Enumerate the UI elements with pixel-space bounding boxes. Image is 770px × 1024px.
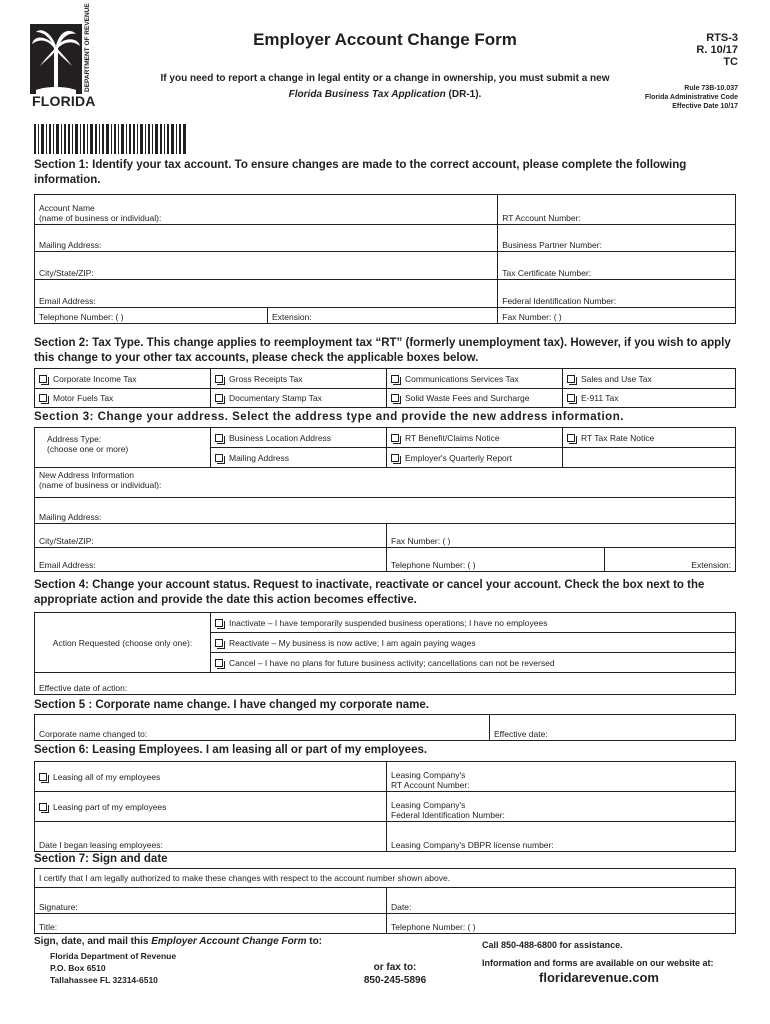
section3-heading: Section 3: Change your address. Select the address type and provide the new address information. — [34, 411, 624, 423]
city-state-zip-field[interactable]: City/State/ZIP: — [35, 252, 498, 280]
certification-text: I certify that I am legally authorized to make these changes with respect to the account number shown above. — [35, 869, 736, 888]
section4-heading: Section 4: Change your account status. Request to inactivate, reactivate or cancel your account. Check the box next to the appropriate action and provide the date this action becomes effective. — [34, 579, 705, 606]
section6-heading: Section 6: Leasing Employees. I am leasing all or part of my employees. — [34, 744, 428, 756]
section5-table — [34, 714, 736, 741]
leasing-company-federal-id-field[interactable]: Leasing Company's Federal Identification Number: — [387, 792, 736, 822]
section2-heading: Section 2: Tax Type. This change applies to reemployment tax “RT” (formerly unemployment tax). However, if you wish to apply this change to your other tax accounts, please check the applicable boxes below. — [34, 337, 731, 364]
leasing-all-option[interactable]: Leasing all of my employees — [35, 762, 387, 792]
checkbox-icon[interactable] — [215, 639, 223, 647]
form-number-block: RTS-3 R. 10/17 TC — [696, 32, 738, 68]
effective-date-of-action-field[interactable]: Effective date of action: — [35, 673, 736, 695]
new-city-state-zip-field[interactable]: City/State/ZIP: — [35, 524, 387, 548]
tax-option-motor-fuels[interactable]: Motor Fuels Tax — [35, 389, 211, 408]
leasing-company-rt-account-field[interactable]: Leasing Company's RT Account Number: — [387, 762, 736, 792]
checkbox-icon[interactable] — [567, 375, 575, 383]
action-cancel[interactable]: Cancel – I have no plans for future business activity; cancellations can not be reversed — [211, 653, 736, 673]
florida-logo-text: FLORIDA — [32, 93, 96, 109]
checkbox-icon[interactable] — [391, 434, 399, 442]
signer-telephone-field[interactable]: Telephone Number: ( ) — [387, 914, 736, 934]
extension-field[interactable]: Extension: — [268, 308, 498, 324]
action-inactivate[interactable]: Inactivate – I have temporarily suspended business operations; I have no employees — [211, 613, 736, 633]
tax-option-e911[interactable]: E-911 Tax — [563, 389, 736, 408]
new-mailing-address-field[interactable]: Mailing Address: — [35, 498, 736, 524]
checkbox-icon[interactable] — [567, 394, 575, 402]
new-extension-field[interactable]: Extension: — [605, 548, 736, 572]
section7-table — [34, 868, 736, 934]
fax-number-field[interactable]: Fax Number: ( ) — [498, 308, 736, 324]
section5-heading: Section 5 : Corporate name change. I have changed my corporate name. — [34, 699, 429, 711]
form-title: Employer Account Change Form — [253, 30, 517, 49]
leasing-part-option[interactable]: Leasing part of my employees — [35, 792, 387, 822]
checkbox-icon[interactable] — [391, 375, 399, 383]
checkbox-icon[interactable] — [215, 659, 223, 667]
address-type-rt-benefit[interactable]: RT Benefit/Claims Notice — [387, 428, 563, 448]
corporate-effective-date-field[interactable]: Effective date: — [490, 715, 736, 741]
section6-table — [34, 761, 736, 852]
checkbox-icon[interactable] — [215, 619, 223, 627]
mail-instructions: Sign, date, and mail this Employer Account Change Form to: — [34, 936, 323, 947]
address-type-rt-tax-rate[interactable]: RT Tax Rate Notice — [563, 428, 736, 448]
tax-option-solid-waste[interactable]: Solid Waste Fees and Surcharge — [387, 389, 563, 408]
website-link[interactable]: floridarevenue.com — [539, 970, 659, 985]
tax-option-corporate-income[interactable]: Corporate Income Tax — [35, 369, 211, 389]
section2-table — [34, 368, 736, 408]
action-reactivate[interactable]: Reactivate – My business is now active; I am again paying wages — [211, 633, 736, 653]
tax-certificate-number-field[interactable]: Tax Certificate Number: — [498, 252, 736, 280]
fax-block: or fax to: 850-245-5896 — [363, 962, 427, 986]
tax-option-documentary-stamp[interactable]: Documentary Stamp Tax — [211, 389, 387, 408]
section3-address-table — [34, 467, 736, 572]
address-type-quarterly-report[interactable]: Employer's Quarterly Report — [387, 448, 563, 468]
new-fax-number-field[interactable]: Fax Number: ( ) — [387, 524, 736, 548]
checkbox-icon[interactable] — [215, 394, 223, 402]
email-address-field[interactable]: Email Address: — [35, 280, 498, 308]
mailing-address-field[interactable]: Mailing Address: — [35, 225, 498, 252]
tax-option-communications-services[interactable]: Communications Services Tax — [387, 369, 563, 389]
checkbox-icon[interactable] — [215, 454, 223, 462]
title-field[interactable]: Title: — [35, 914, 387, 934]
department-of-revenue-logo-text: DEPARTMENT OF REVENUE — [84, 3, 91, 92]
account-name-field[interactable]: Account Name (name of business or individual): — [35, 195, 498, 225]
website-info-text: Information and forms are available on our website at: — [482, 958, 714, 968]
section3-table — [34, 427, 736, 468]
checkbox-icon[interactable] — [215, 434, 223, 442]
rt-account-number-field[interactable]: RT Account Number: — [498, 195, 736, 225]
action-requested-label: Action Requested (choose only one): — [35, 613, 211, 673]
new-address-name-field[interactable]: New Address Information (name of business or individual): — [35, 468, 736, 498]
corporate-name-changed-field[interactable]: Corporate name changed to: — [35, 715, 490, 741]
new-email-address-field[interactable]: Email Address: — [35, 548, 387, 572]
checkbox-icon[interactable] — [39, 375, 47, 383]
barcode — [34, 124, 186, 154]
checkbox-icon[interactable] — [391, 454, 399, 462]
tax-option-gross-receipts[interactable]: Gross Receipts Tax — [211, 369, 387, 389]
sign-date-field[interactable]: Date: — [387, 888, 736, 914]
business-partner-number-field[interactable]: Business Partner Number: — [498, 225, 736, 252]
date-began-leasing-field[interactable]: Date I began leasing employees: — [35, 822, 387, 852]
section4-table — [34, 612, 736, 695]
telephone-field[interactable]: Telephone Number: ( ) — [35, 308, 268, 324]
new-telephone-field[interactable]: Telephone Number: ( ) — [387, 548, 605, 572]
signature-field[interactable]: Signature: — [35, 888, 387, 914]
section7-heading: Section 7: Sign and date — [34, 853, 168, 865]
section1-table — [34, 194, 736, 324]
checkbox-icon[interactable] — [391, 394, 399, 402]
checkbox-icon[interactable] — [39, 773, 47, 781]
address-type-label: Address Type: (choose one or more) — [35, 428, 211, 468]
address-type-business-location[interactable]: Business Location Address — [211, 428, 387, 448]
intro-text: If you need to report a change in legal entity or a change in ownership, you must submit a new Florida Business Tax Application (DR-1). — [160, 73, 610, 100]
dbpr-license-field[interactable]: Leasing Company's DBPR license number: — [387, 822, 736, 852]
checkbox-icon[interactable] — [567, 434, 575, 442]
section1-heading: Section 1: Identify your tax account. To ensure changes are made to the correct account, please complete the following information. — [34, 159, 687, 186]
address-type-mailing[interactable]: Mailing Address — [211, 448, 387, 468]
rule-block: Rule 73B-10.037 Florida Administrative Code Effective Date 10/17 — [644, 85, 738, 110]
tax-option-sales-and-use[interactable]: Sales and Use Tax — [563, 369, 736, 389]
checkbox-icon[interactable] — [215, 375, 223, 383]
checkbox-icon[interactable] — [39, 394, 47, 402]
federal-id-number-field[interactable]: Federal Identification Number: — [498, 280, 736, 308]
assistance-text: Call 850-488-6800 for assistance. — [482, 940, 623, 950]
mailing-address-block: Florida Department of Revenue P.O. Box 6510 Tallahassee FL 32314-6510 — [50, 951, 177, 985]
checkbox-icon[interactable] — [39, 803, 47, 811]
